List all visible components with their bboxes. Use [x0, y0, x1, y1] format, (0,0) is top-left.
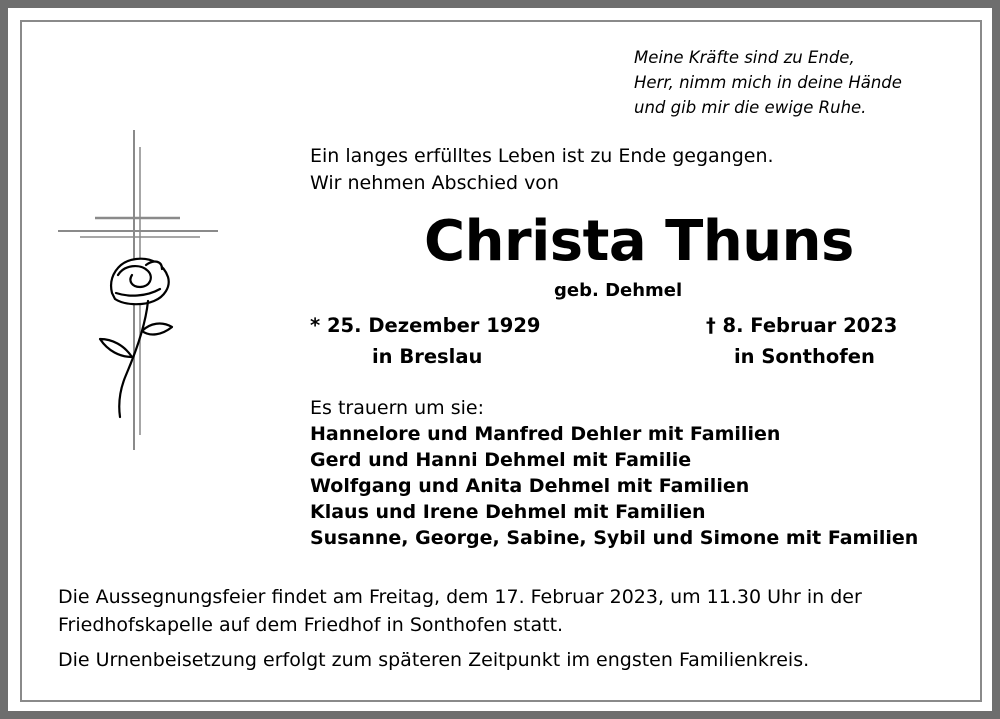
- intro-line: Ein langes erfülltes Leben ist zu Ende gegangen.: [310, 145, 774, 167]
- deceased-name: Christa Thuns: [424, 209, 854, 274]
- ceremony-line: Friedhofskapelle auf dem Friedhof in Sonthofen statt.: [58, 614, 564, 636]
- birth-place: in Breslau: [372, 345, 483, 368]
- maiden-name: geb. Dehmel: [554, 280, 683, 301]
- verse-line: Herr, nimm mich in deine Hände: [634, 73, 902, 92]
- verse-line: Meine Kräfte sind zu Ende,: [634, 48, 855, 67]
- birth-date: * 25. Dezember 1929: [310, 314, 541, 337]
- verse-line: und gib mir die ewige Ruhe.: [634, 98, 867, 117]
- mourner-line: Gerd und Hanni Dehmel mit Familie: [310, 449, 692, 471]
- mourner-line: Klaus und Irene Dehmel mit Familien: [310, 501, 706, 523]
- intro-text: [310, 143, 774, 197]
- ceremony-text: [58, 583, 862, 639]
- ceremony-line: Die Aussegnungsfeier findet am Freitag, dem 17. Februar 2023, um 11.30 Uhr in der: [58, 586, 862, 608]
- mourner-line: Hannelore und Manfred Dehler mit Familien: [310, 423, 781, 445]
- verse: [634, 45, 902, 120]
- cross-rose-icon: [50, 125, 225, 455]
- death-date: † 8. Februar 2023: [706, 314, 898, 337]
- mourner-line: Susanne, George, Sabine, Sybil und Simone mit Familien: [310, 527, 919, 549]
- intro-line: Wir nehmen Abschied von: [310, 172, 559, 194]
- mourners-section: [310, 395, 918, 551]
- mourners-intro: Es trauern um sie:: [310, 397, 484, 419]
- mourner-line: Wolfgang und Anita Dehmel mit Familien: [310, 475, 750, 497]
- burial-text: Die Urnenbeisetzung erfolgt zum späteren Zeitpunkt im engsten Familienkreis.: [58, 649, 810, 671]
- death-place: in Sonthofen: [734, 345, 875, 368]
